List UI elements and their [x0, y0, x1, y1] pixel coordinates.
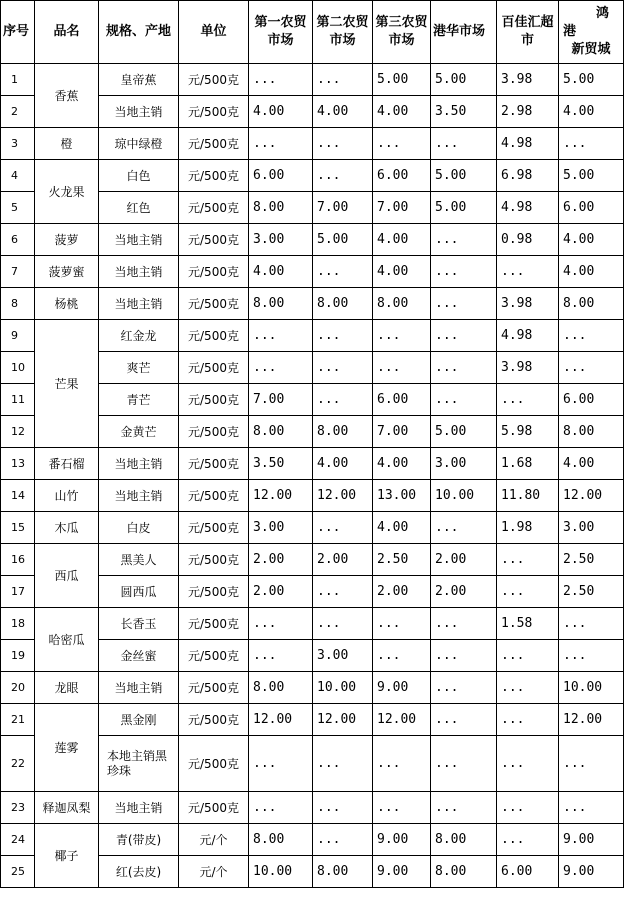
price-cell-market-3: 2.50: [373, 544, 431, 576]
price-cell-market-2: ...: [313, 64, 373, 96]
price-cell-market-1: ...: [249, 320, 313, 352]
table-row: [1, 512, 624, 544]
price-cell-market-6: ...: [559, 320, 624, 352]
price-cell-market-2: 4.00: [313, 448, 373, 480]
price-cell-market-4: ...: [431, 384, 497, 416]
row-seq: 6: [1, 224, 35, 256]
row-spec: 金黄芒: [99, 416, 179, 448]
price-cell-market-4: 2.00: [431, 544, 497, 576]
price-cell-market-4: ...: [431, 736, 497, 792]
price-cell-market-2: 12.00: [313, 704, 373, 736]
row-name: 山竹: [35, 480, 99, 512]
price-cell-market-2: 12.00: [313, 480, 373, 512]
price-cell-market-5: ...: [497, 256, 559, 288]
price-cell-market-1: ...: [249, 640, 313, 672]
row-seq: 1: [1, 64, 35, 96]
price-cell-market-4: 8.00: [431, 824, 497, 856]
row-seq: 17: [1, 576, 35, 608]
row-seq: 19: [1, 640, 35, 672]
price-cell-market-3: 4.00: [373, 256, 431, 288]
header-market-6-line1: 鸿: [595, 6, 609, 21]
price-cell-market-4: ...: [431, 608, 497, 640]
price-cell-market-5: 5.98: [497, 416, 559, 448]
table-row: [1, 544, 624, 576]
price-cell-market-3: 4.00: [373, 512, 431, 544]
row-spec: 金丝蜜: [99, 640, 179, 672]
price-cell-market-4: ...: [431, 640, 497, 672]
price-cell-market-6: 12.00: [559, 704, 624, 736]
price-cell-market-2: 7.00: [313, 192, 373, 224]
price-cell-market-1: ...: [249, 608, 313, 640]
row-name: 番石榴: [35, 448, 99, 480]
table-row: [1, 224, 624, 256]
header-row: [1, 1, 624, 64]
row-name: 橙: [35, 128, 99, 160]
row-unit: 元/500克: [179, 448, 249, 480]
row-spec: 皇帝蕉: [99, 64, 179, 96]
row-spec: 长香玉: [99, 608, 179, 640]
price-cell-market-4: ...: [431, 352, 497, 384]
price-cell-market-3: 5.00: [373, 64, 431, 96]
price-cell-market-3: 13.00: [373, 480, 431, 512]
row-unit: 元/500克: [179, 128, 249, 160]
price-cell-market-1: 2.00: [249, 576, 313, 608]
price-cell-market-3: 8.00: [373, 288, 431, 320]
row-unit: 元/500克: [179, 192, 249, 224]
row-name: 龙眼: [35, 672, 99, 704]
price-cell-market-6: 6.00: [559, 384, 624, 416]
price-cell-market-6: 9.00: [559, 856, 624, 888]
row-name: 椰子: [35, 824, 99, 888]
price-cell-market-3: ...: [373, 792, 431, 824]
price-cell-market-4: 3.50: [431, 96, 497, 128]
price-cell-market-3: 6.00: [373, 160, 431, 192]
row-seq: 15: [1, 512, 35, 544]
row-unit: 元/500克: [179, 512, 249, 544]
header-market-2: 第二农贸市场: [313, 1, 373, 64]
table-row: [1, 64, 624, 96]
row-seq: 18: [1, 608, 35, 640]
row-unit: 元/500克: [179, 576, 249, 608]
price-cell-market-1: 8.00: [249, 288, 313, 320]
header-market-1: 第一农贸市场: [249, 1, 313, 64]
price-cell-market-6: 5.00: [559, 64, 624, 96]
row-seq: 11: [1, 384, 35, 416]
row-name: 菠萝蜜: [35, 256, 99, 288]
row-unit: 元/500克: [179, 384, 249, 416]
price-cell-market-2: 3.00: [313, 640, 373, 672]
price-cell-market-6: 4.00: [559, 256, 624, 288]
price-cell-market-6: 9.00: [559, 824, 624, 856]
row-seq: 2: [1, 96, 35, 128]
price-cell-market-4: 10.00: [431, 480, 497, 512]
price-cell-market-4: ...: [431, 672, 497, 704]
price-cell-market-1: 8.00: [249, 672, 313, 704]
row-seq: 3: [1, 128, 35, 160]
row-seq: 22: [1, 736, 35, 792]
row-unit: 元/个: [179, 856, 249, 888]
price-cell-market-5: 1.68: [497, 448, 559, 480]
table-row: [1, 480, 624, 512]
price-cell-market-6: 6.00: [559, 192, 624, 224]
row-unit: 元/500克: [179, 320, 249, 352]
price-cell-market-5: 6.98: [497, 160, 559, 192]
price-cell-market-4: ...: [431, 288, 497, 320]
price-cell-market-2: ...: [313, 736, 373, 792]
row-seq: 23: [1, 792, 35, 824]
price-cell-market-4: 5.00: [431, 192, 497, 224]
table-row: [1, 824, 624, 856]
price-cell-market-5: 6.00: [497, 856, 559, 888]
header-market-6: [559, 1, 624, 64]
row-seq: 25: [1, 856, 35, 888]
price-cell-market-5: 4.98: [497, 192, 559, 224]
row-seq: 9: [1, 320, 35, 352]
price-cell-market-5: ...: [497, 824, 559, 856]
row-spec: 红金龙: [99, 320, 179, 352]
row-seq: 8: [1, 288, 35, 320]
row-unit: 元/500克: [179, 256, 249, 288]
table-row: [1, 448, 624, 480]
price-cell-market-4: 5.00: [431, 416, 497, 448]
row-unit: 元/个: [179, 824, 249, 856]
row-seq: 10: [1, 352, 35, 384]
price-cell-market-4: ...: [431, 792, 497, 824]
row-spec: 当地主销: [99, 480, 179, 512]
row-unit: 元/500克: [179, 640, 249, 672]
row-unit: 元/500克: [179, 416, 249, 448]
row-seq: 5: [1, 192, 35, 224]
price-cell-market-2: ...: [313, 320, 373, 352]
price-cell-market-6: ...: [559, 736, 624, 792]
price-cell-market-2: ...: [313, 824, 373, 856]
price-cell-market-1: 6.00: [249, 160, 313, 192]
price-cell-market-3: 7.00: [373, 416, 431, 448]
price-cell-market-6: 3.00: [559, 512, 624, 544]
price-cell-market-5: 3.98: [497, 352, 559, 384]
row-unit: 元/500克: [179, 96, 249, 128]
price-cell-market-3: 4.00: [373, 224, 431, 256]
price-cell-market-2: 10.00: [313, 672, 373, 704]
price-cell-market-4: 5.00: [431, 64, 497, 96]
table-body: [1, 64, 624, 888]
row-spec: 白色: [99, 160, 179, 192]
price-cell-market-5: 0.98: [497, 224, 559, 256]
price-cell-market-3: 7.00: [373, 192, 431, 224]
row-unit: 元/500克: [179, 704, 249, 736]
row-spec: 本地主销黑珍珠: [99, 736, 179, 792]
price-cell-market-5: ...: [497, 672, 559, 704]
row-spec: 青芒: [99, 384, 179, 416]
price-cell-market-5: 4.98: [497, 128, 559, 160]
row-name: 木瓜: [35, 512, 99, 544]
price-cell-market-6: ...: [559, 792, 624, 824]
price-cell-market-3: ...: [373, 608, 431, 640]
price-cell-market-1: ...: [249, 128, 313, 160]
table-row: [1, 160, 624, 192]
price-cell-market-4: 5.00: [431, 160, 497, 192]
price-cell-market-2: 8.00: [313, 288, 373, 320]
price-cell-market-3: ...: [373, 128, 431, 160]
row-seq: 4: [1, 160, 35, 192]
table-row: [1, 320, 624, 352]
price-cell-market-1: 2.00: [249, 544, 313, 576]
price-cell-market-4: ...: [431, 128, 497, 160]
header-seq: 序号: [1, 1, 35, 64]
row-seq: 14: [1, 480, 35, 512]
row-name: 火龙果: [35, 160, 99, 224]
price-cell-market-5: 11.80: [497, 480, 559, 512]
price-cell-market-3: ...: [373, 352, 431, 384]
header-market-4: 港华市场: [431, 1, 497, 64]
price-cell-market-5: 3.98: [497, 64, 559, 96]
price-cell-market-1: ...: [249, 736, 313, 792]
table-row: [1, 704, 624, 736]
price-cell-market-4: ...: [431, 320, 497, 352]
price-cell-market-1: 10.00: [249, 856, 313, 888]
row-unit: 元/500克: [179, 736, 249, 792]
price-cell-market-5: ...: [497, 576, 559, 608]
price-cell-market-3: 9.00: [373, 672, 431, 704]
row-spec: 青(带皮): [99, 824, 179, 856]
price-cell-market-5: ...: [497, 736, 559, 792]
price-cell-market-6: ...: [559, 608, 624, 640]
table-row: [1, 792, 624, 824]
row-spec: 当地主销: [99, 256, 179, 288]
row-unit: 元/500克: [179, 288, 249, 320]
price-cell-market-3: 4.00: [373, 96, 431, 128]
header-market-6-line3: 新贸城: [571, 42, 611, 57]
price-cell-market-6: ...: [559, 640, 624, 672]
price-cell-market-5: 2.98: [497, 96, 559, 128]
price-cell-market-2: ...: [313, 160, 373, 192]
header-market-3: 第三农贸市场: [373, 1, 431, 64]
price-cell-market-1: 8.00: [249, 192, 313, 224]
row-name: 莲雾: [35, 704, 99, 792]
price-cell-market-1: 8.00: [249, 416, 313, 448]
table-row: [1, 672, 624, 704]
header-market-5: 百佳汇超市: [497, 1, 559, 64]
price-cell-market-6: 4.00: [559, 96, 624, 128]
price-cell-market-6: 4.00: [559, 448, 624, 480]
price-cell-market-1: 4.00: [249, 96, 313, 128]
row-spec: 爽芒: [99, 352, 179, 384]
row-spec: 当地主销: [99, 96, 179, 128]
row-seq: 7: [1, 256, 35, 288]
row-spec: 当地主销: [99, 672, 179, 704]
row-unit: 元/500克: [179, 672, 249, 704]
header-unit: 单位: [179, 1, 249, 64]
row-unit: 元/500克: [179, 64, 249, 96]
price-cell-market-3: 12.00: [373, 704, 431, 736]
price-cell-market-5: ...: [497, 792, 559, 824]
price-cell-market-6: 2.50: [559, 576, 624, 608]
price-cell-market-3: 6.00: [373, 384, 431, 416]
price-cell-market-6: 2.50: [559, 544, 624, 576]
row-spec: 当地主销: [99, 288, 179, 320]
price-cell-market-1: 4.00: [249, 256, 313, 288]
price-cell-market-5: 3.98: [497, 288, 559, 320]
row-name: 哈密瓜: [35, 608, 99, 672]
table-row: [1, 256, 624, 288]
price-cell-market-1: 7.00: [249, 384, 313, 416]
price-cell-market-2: ...: [313, 576, 373, 608]
price-cell-market-2: ...: [313, 128, 373, 160]
price-cell-market-1: ...: [249, 792, 313, 824]
price-cell-market-3: 9.00: [373, 856, 431, 888]
row-spec: 圆西瓜: [99, 576, 179, 608]
table-row: [1, 608, 624, 640]
price-cell-market-4: ...: [431, 704, 497, 736]
price-cell-market-6: 8.00: [559, 416, 624, 448]
price-cell-market-6: ...: [559, 128, 624, 160]
row-unit: 元/500克: [179, 224, 249, 256]
row-spec: 黑美人: [99, 544, 179, 576]
row-seq: 16: [1, 544, 35, 576]
price-cell-market-5: ...: [497, 704, 559, 736]
row-unit: 元/500克: [179, 352, 249, 384]
price-cell-market-6: ...: [559, 352, 624, 384]
row-seq: 21: [1, 704, 35, 736]
row-spec: 红色: [99, 192, 179, 224]
price-cell-market-4: 8.00: [431, 856, 497, 888]
row-seq: 20: [1, 672, 35, 704]
price-cell-market-5: ...: [497, 384, 559, 416]
price-cell-market-3: 2.00: [373, 576, 431, 608]
price-cell-market-2: ...: [313, 792, 373, 824]
header-spec: 规格、产地: [99, 1, 179, 64]
price-cell-market-4: ...: [431, 256, 497, 288]
price-cell-market-3: ...: [373, 640, 431, 672]
price-cell-market-1: ...: [249, 352, 313, 384]
row-name: 芒果: [35, 320, 99, 448]
price-cell-market-1: 12.00: [249, 480, 313, 512]
row-unit: 元/500克: [179, 160, 249, 192]
price-cell-market-3: 4.00: [373, 448, 431, 480]
price-cell-market-1: 3.00: [249, 224, 313, 256]
row-spec: 白皮: [99, 512, 179, 544]
row-spec: 红(去皮): [99, 856, 179, 888]
table-row: [1, 288, 624, 320]
price-cell-market-2: ...: [313, 512, 373, 544]
row-spec: 琼中绿橙: [99, 128, 179, 160]
price-cell-market-3: ...: [373, 320, 431, 352]
price-cell-market-5: ...: [497, 640, 559, 672]
price-cell-market-6: 8.00: [559, 288, 624, 320]
price-cell-market-1: 3.00: [249, 512, 313, 544]
price-cell-market-4: ...: [431, 512, 497, 544]
row-name: 杨桃: [35, 288, 99, 320]
price-cell-market-4: ...: [431, 224, 497, 256]
row-unit: 元/500克: [179, 792, 249, 824]
row-spec: 黑金刚: [99, 704, 179, 736]
price-cell-market-2: 2.00: [313, 544, 373, 576]
price-cell-market-2: 8.00: [313, 856, 373, 888]
table-row: [1, 128, 624, 160]
price-cell-market-4: 2.00: [431, 576, 497, 608]
price-cell-market-6: 12.00: [559, 480, 624, 512]
row-unit: 元/500克: [179, 480, 249, 512]
price-cell-market-2: ...: [313, 384, 373, 416]
row-name: 香蕉: [35, 64, 99, 128]
price-cell-market-2: 5.00: [313, 224, 373, 256]
row-spec: 当地主销: [99, 792, 179, 824]
row-seq: 12: [1, 416, 35, 448]
row-seq: 24: [1, 824, 35, 856]
header-name: 品名: [35, 1, 99, 64]
price-cell-market-1: 12.00: [249, 704, 313, 736]
row-spec: 当地主销: [99, 224, 179, 256]
row-unit: 元/500克: [179, 608, 249, 640]
price-cell-market-2: ...: [313, 352, 373, 384]
price-cell-market-3: 9.00: [373, 824, 431, 856]
price-cell-market-4: 3.00: [431, 448, 497, 480]
price-cell-market-1: 3.50: [249, 448, 313, 480]
row-seq: 13: [1, 448, 35, 480]
price-cell-market-2: ...: [313, 256, 373, 288]
price-cell-market-5: 1.98: [497, 512, 559, 544]
price-cell-market-6: 10.00: [559, 672, 624, 704]
header-market-6-line2: 港: [563, 24, 577, 39]
row-unit: 元/500克: [179, 544, 249, 576]
price-cell-market-3: ...: [373, 736, 431, 792]
price-cell-market-1: ...: [249, 64, 313, 96]
price-cell-market-6: 4.00: [559, 224, 624, 256]
row-name: 西瓜: [35, 544, 99, 608]
price-cell-market-5: 4.98: [497, 320, 559, 352]
price-cell-market-2: ...: [313, 608, 373, 640]
price-cell-market-6: 5.00: [559, 160, 624, 192]
price-cell-market-2: 4.00: [313, 96, 373, 128]
row-name: 菠萝: [35, 224, 99, 256]
row-spec: 当地主销: [99, 448, 179, 480]
row-name: 释迦凤梨: [35, 792, 99, 824]
price-cell-market-5: ...: [497, 544, 559, 576]
price-cell-market-5: 1.58: [497, 608, 559, 640]
price-cell-market-2: 8.00: [313, 416, 373, 448]
price-cell-market-1: 8.00: [249, 824, 313, 856]
